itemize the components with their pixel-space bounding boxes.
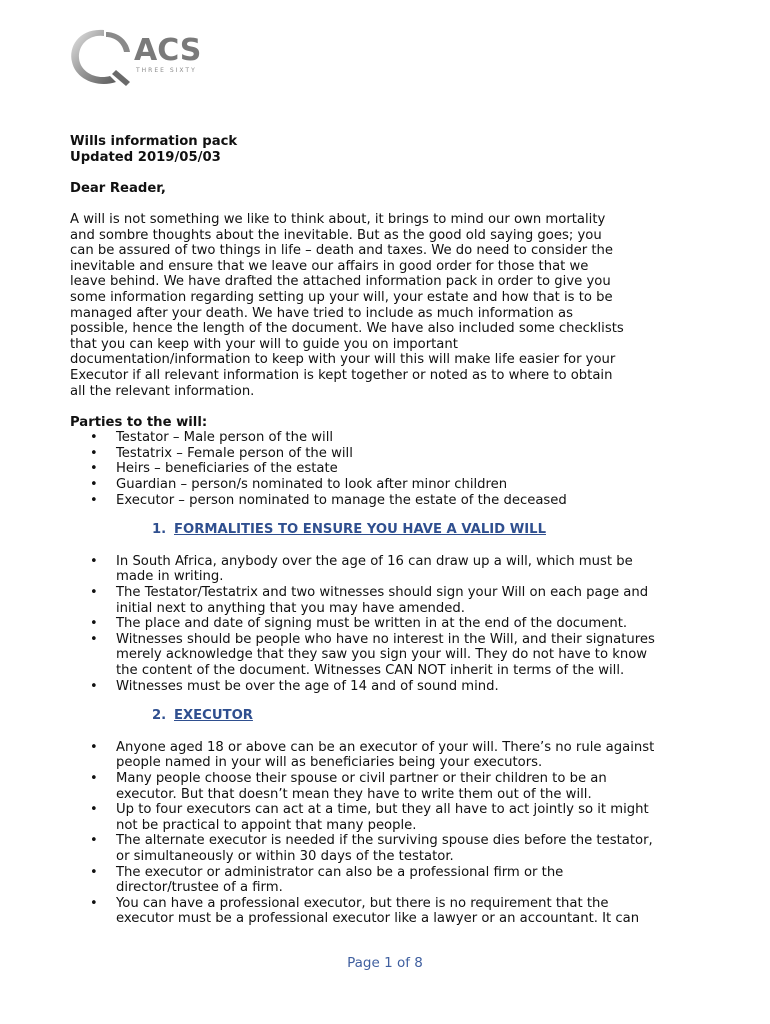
intro-line: leave behind. We have drafted the attached information pack in order to give you <box>70 274 611 290</box>
doc-updated: Updated 2019/05/03 <box>70 149 221 165</box>
intro-line: documentation/information to keep with your will this will make life easier for your <box>70 352 616 368</box>
section-number: 1. <box>152 522 167 538</box>
section-number: 2. <box>152 708 167 724</box>
parties-heading: Parties to the will: <box>70 414 208 430</box>
list-item-line: director/trustee of a firm. <box>116 880 283 896</box>
acs-logo <box>66 22 226 92</box>
intro-line: A will is not something we like to think about, it brings to mind our own mortality <box>70 211 606 227</box>
section-title: EXECUTOR <box>174 708 253 724</box>
list-item <box>70 833 710 864</box>
list-item-line: not be practical to appoint that many people. <box>116 817 417 833</box>
logo-tagline: THREE SIXTY <box>136 67 197 74</box>
list-item: • Testatrix – Female person of the will <box>70 446 710 462</box>
list-item-line: • The alternate executor is needed if the surviving spouse dies before the testator, <box>116 833 653 849</box>
formalities-list <box>70 554 710 694</box>
list-item-line: made in writing. <box>116 569 224 585</box>
list-item-line: • The Testator/Testatrix and two witnesses should sign your Will on each page and <box>116 585 649 601</box>
list-item: • Testator – Male person of the will <box>70 430 710 446</box>
list-item-line: initial next to anything that you may have amended. <box>116 600 465 616</box>
list-item <box>70 679 710 695</box>
intro-line: Executor if all relevant information is kept together or noted as to where to obtain <box>70 367 613 383</box>
section-heading-formalities <box>70 522 710 538</box>
list-item-line: • Witnesses must be over the age of 14 and of sound mind. <box>116 678 499 694</box>
list-item <box>70 865 710 896</box>
logo-brand: ACS <box>134 33 202 68</box>
intro-line: can be assured of two things in life – death and taxes. We do need to consider the <box>70 243 613 259</box>
list-item <box>70 896 710 927</box>
intro-line: inevitable and ensure that we leave our affairs in good order for those that we <box>70 258 589 274</box>
list-item <box>70 616 710 632</box>
list-item-line: • Many people choose their spouse or civil partner or their children to be an <box>116 770 607 786</box>
document-body <box>70 134 710 927</box>
page-number: Page 1 of 8 <box>347 955 423 971</box>
salutation: Dear Reader, <box>70 180 166 196</box>
list-item: • Guardian – person/s nominated to look after minor children <box>70 477 710 493</box>
list-item <box>70 771 710 802</box>
list-item-line: • Witnesses should be people who have no interest in the Will, and their signatures <box>116 631 655 647</box>
list-item <box>70 802 710 833</box>
list-item-line: • The place and date of signing must be written in at the end of the document. <box>116 616 628 632</box>
list-item-line: people named in your will as beneficiaries being your executors. <box>116 755 543 771</box>
intro-line: managed after your death. We have tried to include as much information as <box>70 305 573 321</box>
executor-list <box>70 740 710 927</box>
section-heading-executor <box>70 708 710 724</box>
section-title: FORMALITIES TO ENSURE YOU HAVE A VALID WILL <box>174 522 546 538</box>
list-item-line: executor. But that doesn’t mean they have to write them out of the will. <box>116 786 592 802</box>
list-item-line: the content of the document. Witnesses CAN NOT inherit in terms of the will. <box>116 663 625 678</box>
intro-line: and sombre thoughts about the inevitable. But as the good old saying goes; you <box>70 227 602 243</box>
list-item: • Heirs – beneficiaries of the estate <box>70 461 710 477</box>
list-item <box>70 632 710 679</box>
intro-line: possible, hence the length of the document. We have also included some checklists <box>70 321 624 337</box>
list-item-line: • Up to four executors can act at a time, but they all have to act jointly so it might <box>116 802 649 818</box>
intro-line: that you can keep with your will to guide you on important <box>70 336 458 352</box>
intro-line: all the relevant information. <box>70 383 255 399</box>
list-item-line: executor must be a professional executor like a lawyer or an accountant. It can <box>116 911 640 927</box>
list-item-line: • Anyone aged 18 or above can be an executor of your will. There’s no rule against <box>116 739 655 755</box>
list-item <box>70 554 710 585</box>
list-item <box>70 740 710 771</box>
doc-title: Wills information pack <box>70 134 238 149</box>
list-item-line: merely acknowledge that they saw you sign your will. They do not have to know <box>116 647 648 663</box>
list-item-line: • In South Africa, anybody over the age of 16 can draw up a will, which must be <box>116 553 633 569</box>
list-item-line: or simultaneously or within 30 days of the testator. <box>116 848 454 864</box>
list-item: • Executor – person nominated to manage the estate of the deceased <box>70 493 710 509</box>
parties-list <box>70 430 710 508</box>
list-item <box>70 585 710 616</box>
intro-paragraph <box>70 212 710 399</box>
list-item-line: • You can have a professional executor, but there is no requirement that the <box>116 895 609 911</box>
list-item-line: • The executor or administrator can also be a professional firm or the <box>116 864 564 880</box>
intro-line: some information regarding setting up your will, your estate and how that is to be <box>70 289 613 305</box>
